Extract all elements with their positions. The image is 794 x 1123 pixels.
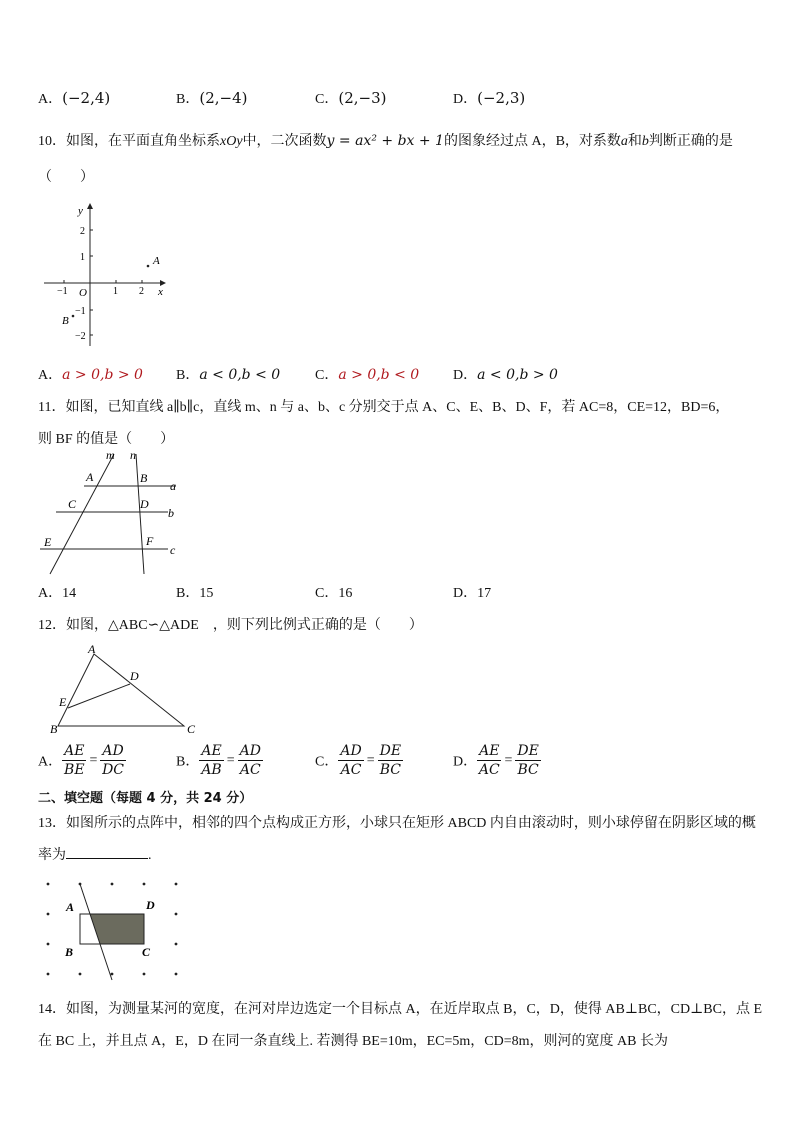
point-b-label: B bbox=[62, 315, 69, 327]
y-axis-label: y bbox=[78, 205, 83, 217]
q12-stem: 12．如图，△ABC∽△ADE ，则下列比例式正确的是（ ） bbox=[38, 618, 423, 633]
label-c: C bbox=[187, 722, 196, 736]
q9-option-d[interactable]: D．(−2,3) bbox=[453, 89, 526, 107]
q14-stem-line2: 在 BC 上，并且点 A，E，D 在同一条直线上. 若测得 BE=10m，EC=5m，CD=8m，则河的宽度 AB 长为 bbox=[38, 1034, 668, 1049]
label-d: D bbox=[130, 669, 139, 683]
label-n: n bbox=[130, 448, 136, 462]
q10-option-a[interactable]: A．a > 0,b > 0 bbox=[38, 367, 143, 383]
label-line-c: c bbox=[170, 543, 176, 557]
y-tick-label-neg2: −2 bbox=[75, 331, 86, 342]
q11-option-b[interactable]: B．15 bbox=[176, 586, 214, 601]
label-point-a: A bbox=[86, 470, 94, 484]
point-b bbox=[72, 315, 75, 318]
q11-option-a[interactable]: A．14 bbox=[38, 586, 77, 601]
q12-option-a[interactable]: A． $\frac{AE}{BE}$ = $\frac{AD}{DC}$ bbox=[38, 743, 125, 778]
fraction-left: $\frac{AE}{BE}$ bbox=[64, 743, 85, 778]
q13-dot-grid-figure bbox=[38, 872, 188, 984]
q10-option-b[interactable]: B．a < 0,b < 0 bbox=[176, 367, 281, 383]
x-tick-label-1: 1 bbox=[113, 286, 118, 297]
label-a: A bbox=[66, 900, 75, 914]
q10-coordinate-figure bbox=[40, 200, 170, 350]
q11-stem-line2: 则 BF 的值是（ ） bbox=[38, 432, 175, 447]
q14-stem-line1: 14．如图，为测量某河的宽度，在河对岸边选定一个目标点 A，在近岸取点 B，C，D，使得 AB⊥BC，CD⊥BC，点 E bbox=[38, 1002, 763, 1017]
point-a-label: A bbox=[153, 255, 160, 267]
q11-stem-line1: 11．如图，已知直线 a∥b∥c，直线 m、n 与 a、b、c 分别交于点 A、C、E、B、D、F，若 AC=8，CE=12，BD=6， bbox=[38, 400, 730, 415]
label-b: B bbox=[65, 945, 74, 959]
fraction-right: $\frac{AD}{AC}$ bbox=[239, 743, 261, 778]
x-tick-label-neg1: −1 bbox=[57, 286, 68, 297]
q12-option-c[interactable]: C． $\frac{AD}{AC}$ = $\frac{DE}{BC}$ bbox=[315, 743, 402, 778]
q12-triangle-figure bbox=[44, 640, 204, 738]
label-point-e: E bbox=[44, 535, 52, 549]
label-line-a: a bbox=[170, 479, 176, 493]
section-title: 二、填空题（每题 4 分，共 24 分） bbox=[38, 791, 253, 806]
q10-option-c[interactable]: C．a > 0,b < 0 bbox=[315, 367, 420, 383]
label-b: B bbox=[50, 722, 58, 736]
q10-option-d[interactable]: D．a < 0,b > 0 bbox=[453, 367, 558, 383]
y-tick-label-neg1: −1 bbox=[75, 306, 86, 317]
label-point-b: B bbox=[140, 471, 148, 485]
q12-option-d[interactable]: D． $\frac{AE}{AC}$ = $\frac{DE}{BC}$ bbox=[453, 743, 539, 778]
label-a: A bbox=[88, 642, 96, 656]
fraction-right: $\frac{DE}{BC}$ bbox=[517, 743, 539, 778]
fraction-left: $\frac{AE}{AC}$ bbox=[478, 743, 500, 778]
y-tick-label-2: 2 bbox=[80, 226, 85, 237]
q13-stem-line2: 率为 . bbox=[38, 848, 152, 863]
line-m bbox=[50, 454, 114, 574]
q10-answer-paren: （ ） bbox=[38, 170, 94, 185]
q9-option-c[interactable]: C．(2,−3) bbox=[315, 89, 387, 107]
label-e: E bbox=[59, 695, 67, 709]
label-m: m bbox=[106, 448, 115, 462]
q11-option-d[interactable]: D．17 bbox=[453, 586, 492, 601]
y-axis-arrow bbox=[87, 203, 93, 209]
fraction-left: $\frac{AE}{AB}$ bbox=[201, 743, 222, 778]
fraction-right: $\frac{DE}{BC}$ bbox=[379, 743, 402, 778]
q11-option-c[interactable]: C．16 bbox=[315, 586, 353, 601]
q9-option-b[interactable]: B．(2,−4) bbox=[176, 89, 248, 107]
q11-parallel-lines-figure bbox=[36, 446, 186, 578]
answer-blank[interactable] bbox=[66, 846, 148, 859]
origin-label: O bbox=[79, 287, 87, 299]
q13-stem-line1: 13．如图所示的点阵中，相邻的四个点构成正方形，小球只在矩形 ABCD 内自由滚动时，则小球停留在阴影区域的概 bbox=[38, 816, 756, 831]
x-tick-label-2: 2 bbox=[139, 286, 144, 297]
label-d: D bbox=[146, 898, 155, 912]
label-point-f: F bbox=[146, 534, 154, 548]
label-line-b: b bbox=[168, 506, 174, 520]
q12-option-b[interactable]: B． $\frac{AE}{AB}$ = $\frac{AD}{AC}$ bbox=[176, 743, 261, 778]
point-a bbox=[147, 265, 150, 268]
fraction-left: $\frac{AD}{AC}$ bbox=[340, 743, 362, 778]
label-point-c: C bbox=[68, 497, 77, 511]
triangle-abc bbox=[58, 654, 184, 726]
fraction-right: $\frac{AD}{DC}$ bbox=[102, 743, 125, 778]
q9-option-a[interactable]: A．(−2,4) bbox=[38, 89, 111, 107]
y-tick-label-1: 1 bbox=[80, 252, 85, 263]
label-point-d: D bbox=[140, 497, 149, 511]
x-axis-label: x bbox=[158, 286, 163, 298]
q10-stem: 10．如图，在平面直角坐标系xOy中，二次函数y = ax² + bx + 1的图象经过点 A，B，对系数a和b判断正确的是 bbox=[38, 133, 733, 149]
label-c: C bbox=[142, 945, 151, 959]
